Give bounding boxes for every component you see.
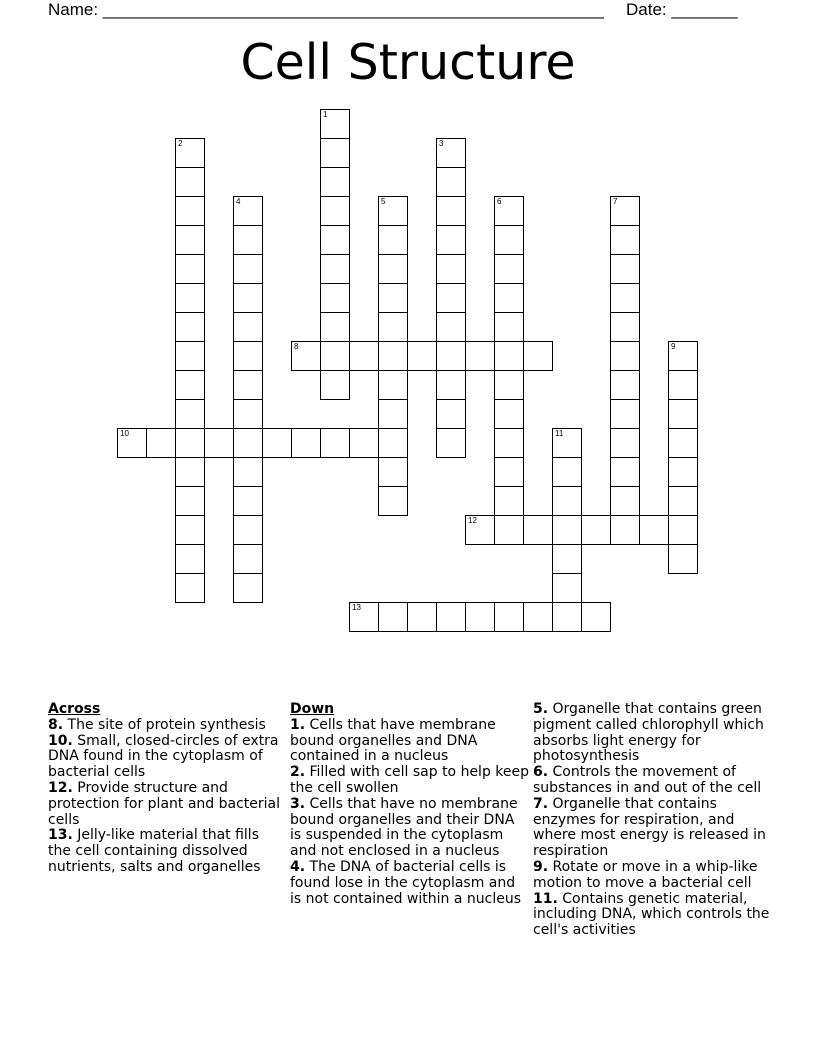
crossword-cell[interactable] [668, 341, 698, 371]
crossword-cell[interactable] [523, 515, 553, 545]
crossword-cell[interactable] [407, 341, 437, 371]
crossword-cell[interactable] [378, 602, 408, 632]
clue-text: Jelly-like material that fills the cell containing dissolved nutrients, salts and organelles [48, 827, 261, 875]
crossword-cell[interactable] [117, 428, 147, 458]
clue-text: Cells that have membrane bound organelles and DNA contained in a nucleus [290, 716, 496, 765]
crossword-cell[interactable] [320, 167, 350, 197]
crossword-cell[interactable] [204, 428, 234, 458]
crossword-cell[interactable] [668, 370, 698, 400]
crossword-cell[interactable] [320, 225, 350, 255]
crossword-cell[interactable] [494, 428, 524, 458]
crossword-cell[interactable] [494, 225, 524, 255]
crossword-cell[interactable] [668, 457, 698, 487]
crossword-cell[interactable] [233, 399, 263, 429]
crossword-cell[interactable] [175, 225, 205, 255]
crossword-cell[interactable] [233, 225, 263, 255]
crossword-cell[interactable] [552, 457, 582, 487]
crossword-cell[interactable] [610, 341, 640, 371]
clue-text: Organelle that contains green pigment called chlorophyll which absorbs light energy for photosynthesis [533, 701, 764, 765]
crossword-cell[interactable] [552, 515, 582, 545]
clue-number-label: 1. [290, 716, 306, 733]
crossword-cell[interactable] [175, 138, 205, 168]
date-field-label: Date: _______ [626, 0, 738, 19]
crossword-cell[interactable] [668, 399, 698, 429]
crossword-cell[interactable] [175, 312, 205, 342]
crossword-cell[interactable] [436, 138, 466, 168]
clue-number: 7 [613, 197, 618, 206]
crossword-cell[interactable] [175, 428, 205, 458]
crossword-cell[interactable] [320, 138, 350, 168]
crossword-cell[interactable] [523, 602, 553, 632]
clue-number-label: 9. [533, 858, 549, 875]
crossword-cell[interactable] [436, 602, 466, 632]
down-clue-list-continued [533, 702, 773, 939]
clue-number: 13 [352, 603, 361, 612]
crossword-cell[interactable] [436, 399, 466, 429]
crossword-cell[interactable] [175, 573, 205, 603]
crossword-cell[interactable] [610, 399, 640, 429]
clue-item [533, 860, 773, 892]
crossword-cell[interactable] [436, 312, 466, 342]
crossword-cell[interactable] [378, 486, 408, 516]
crossword-cell[interactable] [175, 515, 205, 545]
clue-item [533, 765, 773, 797]
crossword-cell[interactable] [378, 370, 408, 400]
crossword-cell[interactable] [581, 602, 611, 632]
clues-down [290, 702, 530, 907]
clue-number: 11 [555, 429, 564, 438]
clue-number: 10 [120, 429, 129, 438]
crossword-cell[interactable] [552, 602, 582, 632]
crossword-cell[interactable] [436, 225, 466, 255]
clue-number: 3 [439, 139, 444, 148]
crossword-cell[interactable] [610, 457, 640, 487]
crossword-cell[interactable] [233, 370, 263, 400]
crossword-cell[interactable] [494, 370, 524, 400]
crossword-cell[interactable] [233, 428, 263, 458]
crossword-cell[interactable] [668, 428, 698, 458]
clue-text: Organelle that contains enzymes for respiration, and where most energy is released in respiration [533, 795, 766, 860]
crossword-cell[interactable] [175, 341, 205, 371]
crossword-cell[interactable] [610, 428, 640, 458]
crossword-cell[interactable] [233, 573, 263, 603]
clue-number-label: 13. [48, 827, 73, 844]
crossword-cell[interactable] [552, 573, 582, 603]
down-heading: Down [290, 701, 335, 717]
down-clue-list [290, 718, 530, 908]
clue-number-label: 2. [290, 764, 306, 781]
crossword-cell[interactable] [233, 515, 263, 545]
crossword-cell[interactable] [436, 196, 466, 226]
crossword-cell[interactable] [494, 254, 524, 284]
crossword-cell[interactable] [320, 196, 350, 226]
crossword-cell[interactable] [320, 341, 350, 371]
clue-number-label: 12. [48, 779, 73, 796]
clue-number: 1 [323, 110, 328, 119]
crossword-cell[interactable] [610, 486, 640, 516]
crossword-cell[interactable] [668, 544, 698, 574]
crossword-cell[interactable] [146, 428, 176, 458]
clues-down-continued [533, 702, 773, 939]
crossword-cell[interactable] [175, 196, 205, 226]
crossword-cell[interactable] [175, 370, 205, 400]
crossword-cell[interactable] [378, 225, 408, 255]
crossword-cell[interactable] [175, 486, 205, 516]
clue-item [290, 797, 530, 860]
crossword-cell[interactable] [320, 312, 350, 342]
clue-number-label: 10. [48, 732, 73, 749]
crossword-cell[interactable] [494, 283, 524, 313]
clue-text: The site of protein synthesis [63, 716, 266, 733]
crossword-cell[interactable] [523, 341, 553, 371]
clue-number-label: 11. [533, 890, 558, 907]
crossword-cell[interactable] [233, 457, 263, 487]
clue-text: Controls the movement of substances in and out of the cell [533, 764, 762, 796]
crossword-cell[interactable] [494, 457, 524, 487]
crossword-cell[interactable] [233, 283, 263, 313]
crossword-cell[interactable] [465, 602, 495, 632]
clue-text: Filled with cell sap to help keep the cell swollen [290, 764, 530, 796]
crossword-cell[interactable] [320, 428, 350, 458]
clue-text: Small, closed-circles of extra DNA found in the cytoplasm of bacterial cells [48, 732, 279, 781]
crossword-cell[interactable] [436, 428, 466, 458]
crossword-cell[interactable] [494, 196, 524, 226]
crossword-cell[interactable] [175, 254, 205, 284]
crossword-cell[interactable] [494, 399, 524, 429]
crossword-cell[interactable] [610, 196, 640, 226]
crossword-cell[interactable] [320, 109, 350, 139]
crossword-cell[interactable] [175, 544, 205, 574]
clue-item [48, 734, 280, 781]
clue-item [533, 797, 773, 860]
clue-item [48, 781, 280, 828]
clue-text: The DNA of bacterial cells is found lose in the cytoplasm and is not contained within a nucleus [290, 858, 521, 907]
crossword-cell[interactable] [610, 283, 640, 313]
clue-item [533, 892, 773, 939]
crossword-cell[interactable] [349, 341, 379, 371]
clue-number: 6 [497, 197, 502, 206]
crossword-cell[interactable] [436, 370, 466, 400]
clue-number: 8 [294, 342, 299, 351]
page-title: Cell Structure [240, 34, 576, 91]
crossword-cell[interactable] [610, 225, 640, 255]
clue-number: 4 [236, 197, 241, 206]
crossword-cell[interactable] [494, 515, 524, 545]
crossword-cell[interactable] [494, 602, 524, 632]
across-heading: Across [48, 701, 101, 717]
crossword-cell[interactable] [436, 341, 466, 371]
crossword-cell[interactable] [378, 283, 408, 313]
clue-item [533, 702, 773, 765]
crossword-cell[interactable] [378, 254, 408, 284]
crossword-cell[interactable] [494, 312, 524, 342]
clue-number: 5 [381, 197, 386, 206]
crossword-cell[interactable] [552, 428, 582, 458]
crossword-cell[interactable] [175, 399, 205, 429]
crossword-cell[interactable] [610, 254, 640, 284]
crossword-cell[interactable] [262, 428, 292, 458]
clue-number-label: 5. [533, 701, 549, 717]
clue-number: 12 [468, 516, 477, 525]
crossword-cell[interactable] [610, 370, 640, 400]
clue-text: Rotate or move in a whip-like motion to move a bacterial cell [533, 858, 758, 891]
name-field-label: Name: _____________________________________________________ [48, 0, 604, 19]
clues-across [48, 702, 280, 876]
crossword-cell[interactable] [233, 312, 263, 342]
crossword-cell[interactable] [291, 341, 321, 371]
crossword-cell[interactable] [639, 515, 669, 545]
crossword-cell[interactable] [175, 457, 205, 487]
clue-number-label: 6. [533, 764, 549, 781]
crossword-cell[interactable] [552, 544, 582, 574]
crossword-cell[interactable] [378, 196, 408, 226]
crossword-cell[interactable] [494, 486, 524, 516]
clue-number-label: 7. [533, 795, 549, 812]
crossword-cell[interactable] [581, 515, 611, 545]
crossword-cell[interactable] [552, 486, 582, 516]
crossword-cell[interactable] [436, 254, 466, 284]
clue-number: 2 [178, 139, 183, 148]
clue-item [290, 765, 530, 797]
crossword-cell[interactable] [233, 486, 263, 516]
crossword-cell[interactable] [320, 283, 350, 313]
clue-number-label: 8. [48, 716, 64, 733]
crossword-cell[interactable] [349, 602, 379, 632]
clue-number: 9 [671, 342, 676, 351]
across-clue-list [48, 718, 280, 876]
crossword-cell[interactable] [436, 283, 466, 313]
crossword-cell[interactable] [291, 428, 321, 458]
crossword-cell[interactable] [465, 515, 495, 545]
crossword-cell[interactable] [378, 399, 408, 429]
crossword-cell[interactable] [494, 341, 524, 371]
clue-number-label: 4. [290, 858, 306, 875]
crossword-cell[interactable] [378, 457, 408, 487]
clue-text: Cells that have no membrane bound organelles and their DNA is suspended in the cytoplasm and not enclosed in a nucleus [290, 795, 518, 860]
crossword-cell[interactable] [349, 428, 379, 458]
crossword-cell[interactable] [668, 515, 698, 545]
crossword-cell[interactable] [320, 254, 350, 284]
crossword-cell[interactable] [436, 167, 466, 197]
crossword-cell[interactable] [233, 341, 263, 371]
crossword-cell[interactable] [175, 167, 205, 197]
crossword-cell[interactable] [465, 341, 495, 371]
crossword-cell[interactable] [378, 341, 408, 371]
crossword-cell[interactable] [610, 312, 640, 342]
clue-item [290, 718, 530, 765]
crossword-cell[interactable] [610, 515, 640, 545]
crossword-cell[interactable] [175, 283, 205, 313]
clue-item [290, 860, 530, 907]
crossword-cell[interactable] [233, 196, 263, 226]
crossword-cell[interactable] [378, 312, 408, 342]
clue-text: Provide structure and protection for plant and bacterial cells [48, 779, 281, 828]
clue-number-label: 3. [290, 795, 306, 812]
crossword-cell[interactable] [233, 254, 263, 284]
crossword-cell[interactable] [233, 544, 263, 574]
crossword-cell[interactable] [320, 370, 350, 400]
crossword-cell[interactable] [378, 428, 408, 458]
crossword-cell[interactable] [668, 486, 698, 516]
clue-item [48, 718, 280, 734]
clue-item [48, 828, 280, 875]
clue-text: Contains genetic material, including DNA, which controls the cell's activities [533, 890, 770, 939]
crossword-cell[interactable] [407, 602, 437, 632]
